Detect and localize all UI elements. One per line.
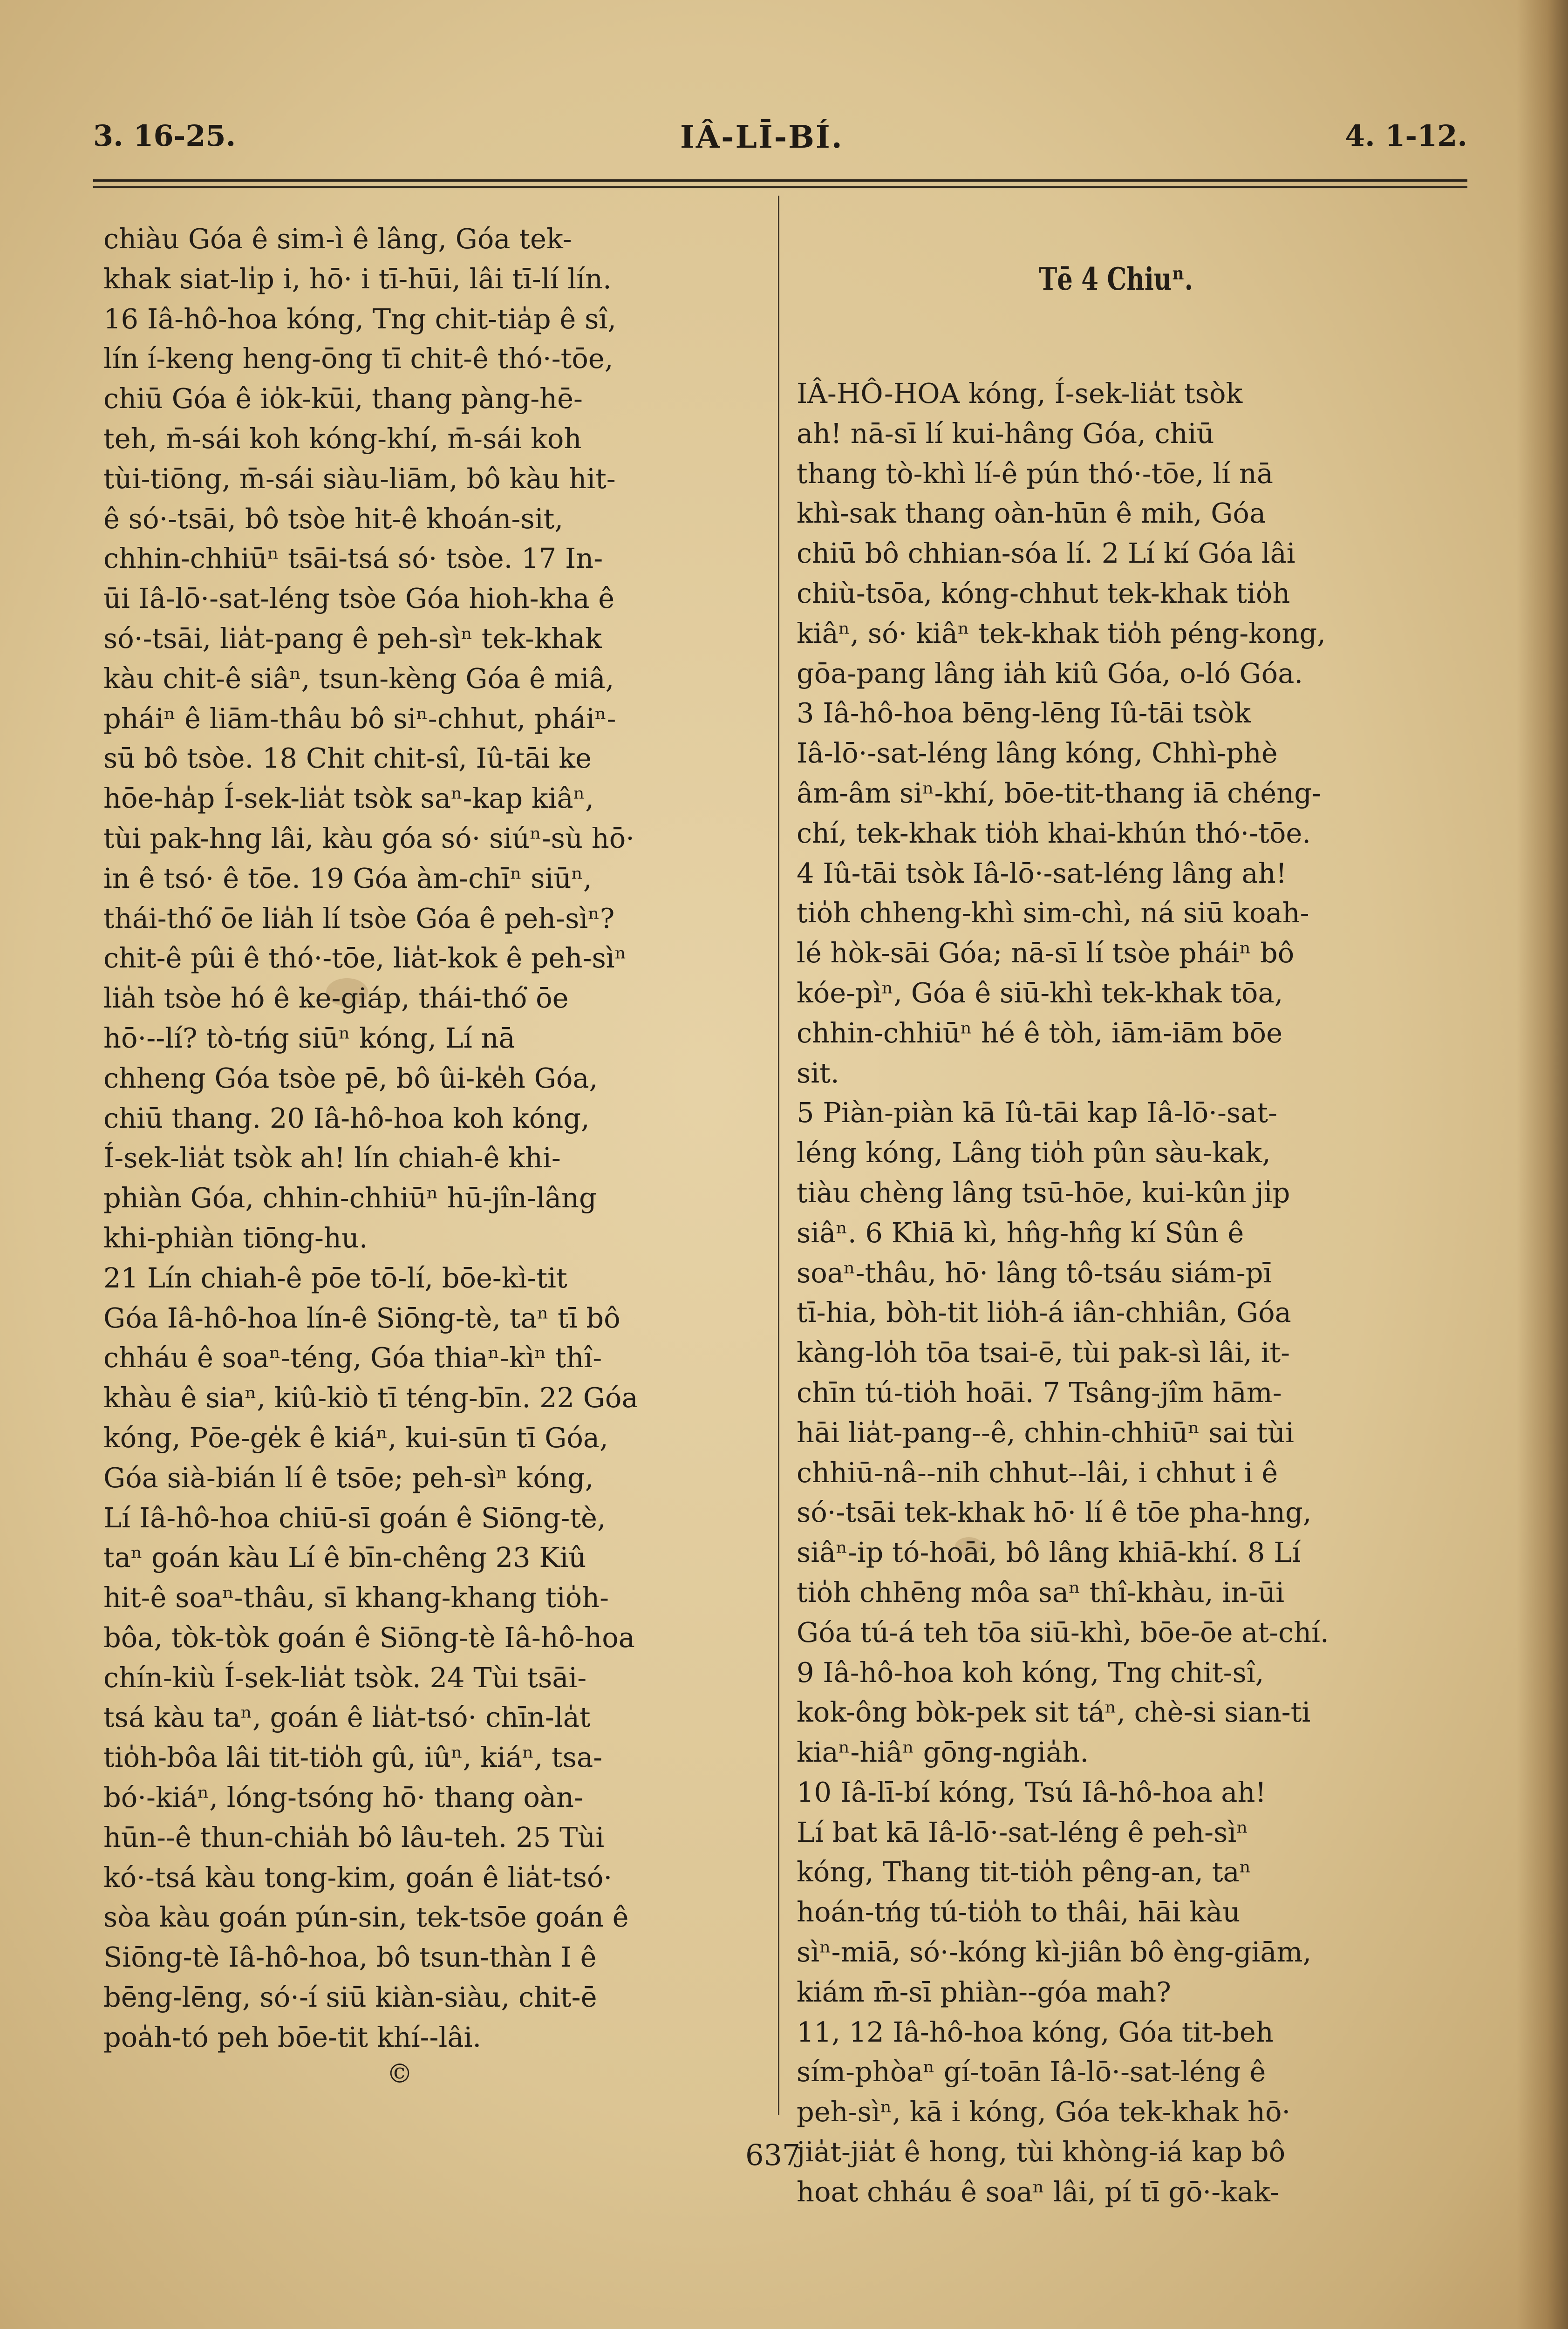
text-line: kiâⁿ, só· kiâⁿ tek-khak tio̍h péng-kong, [797, 617, 1326, 649]
text-line: 16 Iâ-hô-hoa kóng, Tng chit-tia̍p ê sî, [103, 302, 616, 335]
text-line: IÂ-HÔ-HOA kóng, Í-sek-lia̍t tsòk [797, 377, 1243, 409]
text-line: 10 Iâ-lī-bí kóng, Tsú Iâ-hô-hoa ah! [797, 1776, 1267, 1808]
text-line: Í-sek-lia̍t tsòk ah! lín chiah-ê khi- [103, 1142, 561, 1174]
text-line: tiàu chèng lâng tsū-hōe, kui-kûn ji̍p [797, 1176, 1290, 1209]
text-line: léng kóng, Lâng tio̍h pûn sàu-kak, [797, 1137, 1271, 1169]
text-line: sit. [797, 1056, 839, 1089]
text-line: lín í-keng heng-ōng tī chit-ê thó·-tōe, [103, 342, 614, 375]
right-column-text [797, 374, 1467, 2212]
text-line: kok-ông bòk-pek sit táⁿ, chè-si sian-ti [797, 1696, 1311, 1729]
text-line: kóng, Pōe-ge̍k ê kiáⁿ, kui-sūn tī Góa, [103, 1421, 608, 1454]
text-line: hāi lia̍t-pang--ê, chhin-chhiūⁿ sai tùi [797, 1416, 1295, 1449]
text-line: Lí Iâ-hô-hoa chiū-sī goán ê Siōng-tè, [103, 1501, 606, 1534]
text-line: chiū thang. 20 Iâ-hô-hoa koh kóng, [103, 1102, 590, 1134]
text-line: lé hòk-sāi Góa; nā-sī lí tsòe pháiⁿ bô [797, 937, 1295, 969]
text-line: Góa Iâ-hô-hoa lín-ê Siōng-tè, taⁿ tī bô [103, 1301, 620, 1334]
text-line: poa̍h-tó peh bōe-tit khí--lâi. [103, 2021, 482, 2053]
text-line: tī-hia, bòh-tit lio̍h-á iân-chhiân, Góa [797, 1296, 1291, 1329]
text-line: chí, tek-khak tio̍h khai-khún thó·-tōe. [797, 817, 1311, 849]
column-divider [778, 196, 779, 2115]
text-line: hō·--lí? tò-tńg siūⁿ kóng, Lí nā [103, 1021, 515, 1054]
text-line: bôa, tòk-tòk goán ê Siōng-tè Iâ-hô-hoa [103, 1621, 635, 1654]
text-line: hoán-tńg tú-tio̍h to thâi, hāi kàu [797, 1896, 1241, 1928]
text-line: siâⁿ. 6 Khiā kì, hn̂g-hn̂g kí Sûn ê [797, 1216, 1244, 1249]
text-line: chīn tú-tio̍h hoāi. 7 Tsâng-jîm hām- [797, 1376, 1282, 1409]
page-number: 637 [745, 2138, 801, 2172]
text-line: jia̍t-jia̍t ê hong, tùi khòng-iá kap bô [797, 2136, 1286, 2168]
text-line: kóng, Thang tit-tio̍h pêng-an, taⁿ [797, 1856, 1252, 1888]
text-line: hit-ê soaⁿ-thâu, sī khang-khang tio̍h- [103, 1581, 609, 1614]
text-line: phiàn Góa, chhin-chhiūⁿ hū-jîn-lâng [103, 1182, 597, 1214]
text-line: sìⁿ-miā, só·-kóng kì-jiân bô èng-giām, [797, 1936, 1312, 1968]
text-line: tùi pak-hng lâi, kàu góa só· siúⁿ-sù hō· [103, 822, 634, 854]
text-line: thang tò-khì lí-ê pún thó·-tōe, lí nā [797, 457, 1274, 490]
chapter-title: Tē 4 Chiuⁿ. [1039, 261, 1193, 297]
text-line: bó·-kiáⁿ, lóng-tsóng hō· thang oàn- [103, 1781, 583, 1814]
text-line: chiù-tsōa, kóng-chhut tek-khak tio̍h [797, 577, 1290, 609]
text-line: hoat chháu ê soaⁿ lâi, pí tī gō·-kak- [797, 2175, 1279, 2208]
text-line: teh, m̄-sái koh kóng-khí, m̄-sái koh [103, 422, 582, 455]
text-line: tsá kàu taⁿ, goán ê lia̍t-tsó· chīn-la̍t [103, 1701, 591, 1734]
text-line: tio̍h chhēng môa saⁿ thî-khàu, in-ūi [797, 1576, 1285, 1608]
page-edge-shadow [1517, 0, 1568, 2329]
text-line: sòa kàu goán pún-sin, tek-tsōe goán ê [103, 1901, 629, 1934]
text-line: só·-tsāi tek-khak hō· lí ê tōe pha-hng, [797, 1496, 1312, 1529]
section-end-mark: © [387, 2059, 413, 2089]
text-line: chhiū-nâ--nih chhut--lâi, i chhut i ê [797, 1456, 1278, 1489]
text-line: hūn--ê thun-chia̍h bô lâu-teh. 25 Tùi [103, 1821, 605, 1853]
text-line: kiám m̄-sī phiàn--góa mah? [797, 1975, 1171, 2008]
header-rule-thin [93, 186, 1467, 188]
text-line: kóe-pìⁿ, Góa ê siū-khì tek-khak tōa, [797, 976, 1283, 1009]
text-line: ūi Iâ-lō·-sat-léng tsòe Góa hioh-kha ê [103, 582, 615, 615]
text-line: 5 Piàn-piàn kā Iû-tāi kap Iâ-lō·-sat- [797, 1096, 1278, 1129]
text-line: tùi-tiōng, m̄-sái siàu-liām, bô kàu hit- [103, 462, 616, 495]
text-line: chhin-chhiūⁿ hé ê tòh, iām-iām bōe [797, 1016, 1282, 1049]
text-line: khì-sak thang oàn-hūn ê mih, Góa [797, 497, 1266, 530]
running-header [93, 119, 1467, 170]
text-line: chháu ê soaⁿ-téng, Góa thiaⁿ-kìⁿ thî- [103, 1342, 602, 1374]
text-line: tio̍h-bôa lâi tit-tio̍h gû, iûⁿ, kiáⁿ, tsa- [103, 1741, 603, 1774]
header-rule-thick [93, 179, 1467, 182]
text-line: Siōng-tè Iâ-hô-hoa, bô tsun-thàn I ê [103, 1941, 597, 1974]
text-line: Góa tú-á teh tōa siū-khì, bōe-ōe at-chí. [797, 1616, 1329, 1648]
text-line: chhin-chhiūⁿ tsāi-tsá só· tsòe. 17 In- [103, 542, 603, 575]
text-line: sū bô tsòe. 18 Chit chit-sî, Iû-tāi ke [103, 742, 592, 775]
text-line: Iâ-lō·-sat-léng lâng kóng, Chhì-phè [797, 737, 1278, 770]
text-line: kàng-lo̍h tōa tsai-ē, tùi pak-sì lâi, it- [797, 1336, 1290, 1369]
text-line: chiàu Góa ê sim-ì ê lâng, Góa tek- [103, 223, 572, 255]
text-line: khak siat-li̍p i, hō· i tī-hūi, lâi tī-lí lín. [103, 262, 612, 295]
text-line: khàu ê siaⁿ, kiû-kiò tī téng-bīn. 22 Góa [103, 1382, 638, 1414]
text-line: in ê tsó· ê tōe. 19 Góa àm-chīⁿ siūⁿ, [103, 862, 592, 894]
text-line: Góa sià-bián lí ê tsōe; peh-sìⁿ kóng, [103, 1461, 594, 1494]
text-line: peh-sìⁿ, kā i kóng, Góa tek-khak hō· [797, 2096, 1291, 2128]
text-line: Lí bat kā Iâ-lō·-sat-léng ê peh-sìⁿ [797, 1816, 1248, 1848]
text-line: thái-thó͘ ōe lia̍h lí tsòe Góa ê peh-sìⁿ? [103, 902, 615, 934]
text-line: 4 Iû-tāi tsòk Iâ-lō·-sat-léng lâng ah! [797, 857, 1287, 889]
text-line: pháiⁿ ê liām-thâu bô siⁿ-chhut, pháiⁿ- [103, 702, 616, 735]
text-line: khi-phiàn tiōng-hu. [103, 1221, 368, 1254]
text-line: chheng Góa tsòe pē, bô ûi-ke̍h Góa, [103, 1062, 598, 1094]
text-line: soaⁿ-thâu, hō· lâng tô-tsáu siám-pī [797, 1256, 1272, 1289]
text-line: chiū Góa ê io̍k-kūi, thang pàng-hē- [103, 382, 583, 415]
text-line: só·-tsāi, lia̍t-pang ê peh-sìⁿ tek-khak [103, 622, 602, 654]
header-right-reference: 4. 1-12. [1344, 119, 1467, 153]
text-line: 11, 12 Iâ-hô-hoa kóng, Góa tit-beh [797, 2016, 1274, 2048]
text-line: 9 Iâ-hô-hoa koh kóng, Tng chit-sî, [797, 1656, 1264, 1689]
text-line: lia̍h tsòe hó ê ke-giáp, thái-thó͘ ōe [103, 982, 569, 1015]
text-line: chín-kiù Í-sek-lia̍t tsòk. 24 Tùi tsāi- [103, 1661, 587, 1694]
header-book-title: IÂ-LĪ-BÍ. [680, 119, 844, 155]
text-line: siâⁿ-ip tó-hoāi, bô lâng khiā-khí. 8 Lí [797, 1536, 1301, 1569]
text-line: âm-âm siⁿ-khí, bōe-tit-thang iā chéng- [797, 776, 1321, 809]
text-line: kiaⁿ-hiâⁿ gōng-ngia̍h. [797, 1736, 1089, 1769]
header-left-reference: 3. 16-25. [93, 119, 236, 153]
text-line: taⁿ goán kàu Lí ê bīn-chêng 23 Kiû [103, 1541, 586, 1574]
text-line: hōe-ha̍p Í-sek-lia̍t tsòk saⁿ-kap kiâⁿ, [103, 782, 594, 815]
text-line: ê só·-tsāi, bô tsòe hit-ê khoán-sit, [103, 502, 564, 535]
text-line: 3 Iâ-hô-hoa bēng-lēng Iû-tāi tsòk [797, 697, 1251, 729]
left-column-text [103, 219, 760, 2057]
text-line: chit-ê pûi ê thó·-tōe, lia̍t-kok ê peh-sìⁿ [103, 942, 627, 974]
text-line: kàu chit-ê siâⁿ, tsun-kèng Góa ê miâ, [103, 662, 614, 695]
text-line: 21 Lín chiah-ê pōe tō-lí, bōe-kì-tit [103, 1261, 567, 1294]
text-line: sím-phòaⁿ gí-toān Iâ-lō·-sat-léng ê [797, 2056, 1266, 2088]
text-line: tio̍h chheng-khì sim-chì, ná siū koah- [797, 897, 1309, 929]
text-line: gōa-pang lâng ia̍h kiû Góa, o-ló Góa. [797, 657, 1303, 689]
text-line: chiū bô chhian-sóa lí. 2 Lí kí Góa lâi [797, 537, 1295, 570]
text-line: kó·-tsá kàu tong-kim, goán ê lia̍t-tsó· [103, 1861, 613, 1893]
text-line: bēng-lēng, só·-í siū kiàn-siàu, chit-ē [103, 1981, 597, 2014]
text-line: ah! nā-sī lí kui-hâng Góa, chiū [797, 417, 1214, 449]
